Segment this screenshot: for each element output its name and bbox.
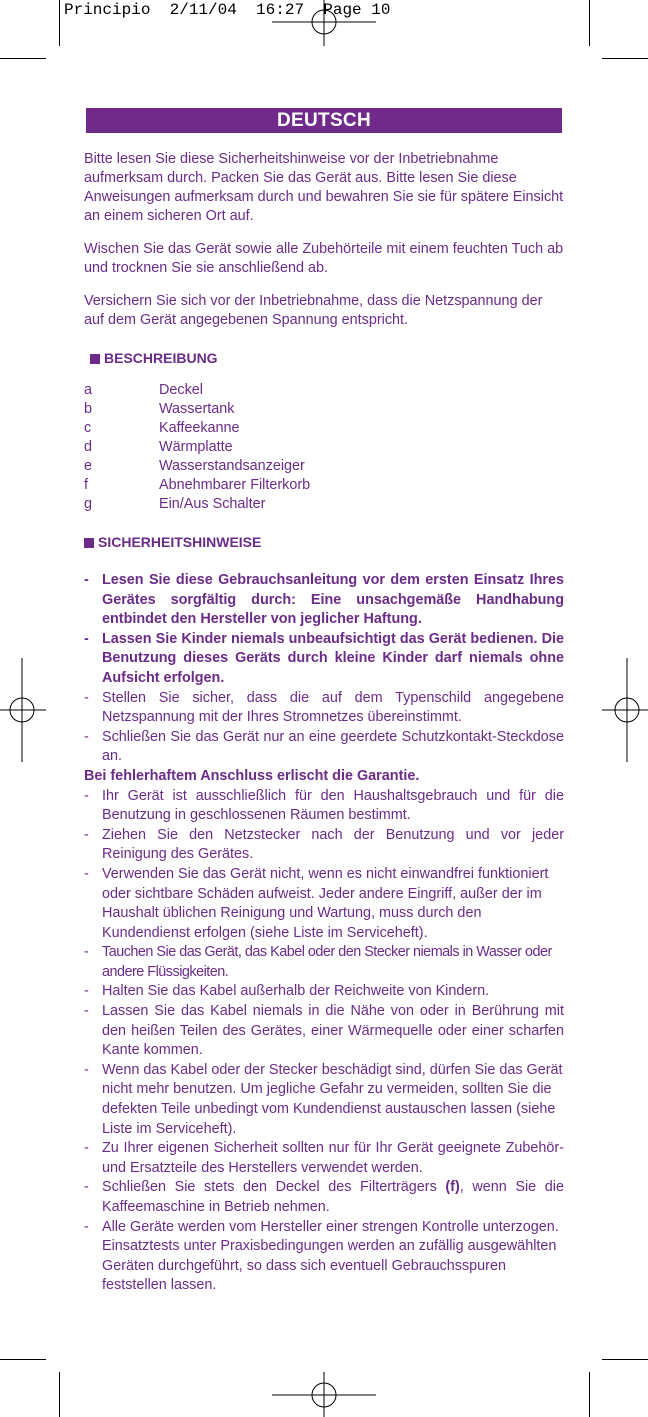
part-name: Deckel [159,382,203,398]
safety-text: Schließen Sie das Gerät nur an eine geerdete Schutzkontakt-Steckdose an. [102,728,564,765]
intro-paragraph: Bitte lesen Sie diese Sicherheitshinweise vor der Inbetriebnahme aufmerksam durch. Packen Sie das Gerät aus. Bitte lesen Sie diese Anweisungen aufmerksam durch und bewahren Sie sie für spätere Einsicht an einem sicheren Ort auf. [84,151,564,224]
part-letter: f [84,477,88,493]
registration-mark-bottom-icon [272,1372,376,1417]
registration-mark-left-icon [0,658,46,762]
bullet-square-icon [90,354,100,364]
part-letter: a [84,382,93,398]
parts-list [84,381,564,514]
language-title: DEUTSCH [277,110,371,131]
list-item: - Alle Geräte werden vom Hersteller einer strengen Kontrolle unterzogen. Einsatztests unter Praxisbedingungen werden an zufällig ausgewählten Geräten durchgeführt, so dass sich eventuell Gebrauchsspuren feststellen lassen. [84,1218,564,1296]
list-item [84,495,564,514]
list-item [84,476,564,495]
safety-text: Wenn das Kabel oder der Stecker beschädigt sind, dürfen Sie das Gerät nicht mehr benutzen. Um jegliche Gefahr zu vermeiden, sollten Sie die defekten Teile unbedingt vom Kundendienst austauschen lassen (siehe Liste im Serviceheft). [102,1061,563,1137]
crop-mark-bottom-right [589,1372,590,1417]
safety-text: Ziehen Sie den Netzstecker nach der Benutzung und vor jeder Reinigung des Gerätes. [102,826,564,863]
safety-text [102,1178,564,1217]
safety-text: Ihr Gerät ist ausschließlich für den Haushaltsgebrauch und für die Benutzung in geschlossenen Räumen bestimmt. [102,787,564,824]
crop-mark-bottom-left-h [0,1359,46,1360]
safety-text: Halten Sie das Kabel außerhalb der Reichweite von Kindern. [102,983,490,1000]
list-item: - Schließen Sie das Gerät nur an eine geerdete Schutzkontakt-Steckdose an. [84,728,564,767]
list-item: - Tauchen Sie das Gerät, das Kabel oder den Stecker niemals in Wasser oder andere Flüssigkeiten. [84,943,564,982]
crop-mark-bottom-left [59,1372,60,1417]
list-item [84,438,564,457]
crop-mark-top-right-h [602,58,648,59]
crop-mark-top-right [589,0,590,46]
safety-list [84,571,564,1296]
registration-mark-right-icon [602,658,648,762]
part-letter: d [84,439,93,455]
safety-text: Lesen Sie diese Gebrauchsanleitung vor dem ersten Einsatz Ihres Gerätes sorgfältig durch: Eine unsachgemäße Handhabung entbindet den Hersteller von jeglicher Haftung. [102,572,564,628]
list-item [84,400,564,419]
crop-mark-bottom-right-h [602,1359,648,1360]
crop-mark-top-left [59,0,60,46]
filter-ref: (f) [445,1179,460,1196]
safety-heading [84,533,564,552]
description-heading-text: BESCHREIBUNG [104,350,218,366]
list-item: - Lassen Sie das Kabel niemals in die Nähe von oder in Berührung mit den heißen Teilen des Gerätes, einer Wärmequelle oder einer scharfen Kante kommen. [84,1002,564,1061]
safety-text: Verwenden Sie das Gerät nicht, wenn es nicht einwandfrei funktioniert oder sichtbare Schäden aufweist. Jeder andere Eingriff, außer der im Haushalt üblichen Reinigung und Wartung, muss durch den Kundendienst erfolgen (siehe Liste im Serviceheft). [102,865,549,941]
list-item: - Wenn das Kabel oder der Stecker beschädigt sind, dürfen Sie das Gerät nicht mehr benutzen. Um jegliche Gefahr zu vermeiden, sollten Sie die defekten Teile unbedingt vom Kundendienst austauschen lassen (siehe Liste im Serviceheft). [84,1061,564,1139]
warranty-note: Bei fehlerhaftem Anschluss erlischt die Garantie. [84,767,420,784]
description-heading [84,349,564,368]
list-item [84,457,564,476]
print-slug: Principio 2/11/04 16:27 Page 10 [64,1,391,19]
list-item [84,381,564,400]
registration-mark-top-icon [272,0,376,46]
list-item: - Zu Ihrer eigenen Sicherheit sollten nur für Ihr Gerät geeignete Zubehör- und Ersatzteile des Herstellers verwendet werden. [84,1139,564,1178]
bullet-square-icon [84,538,94,548]
list-item: - Schließen Sie stets den Deckel des Filterträgers (f), wenn Sie die Kaffeemaschine in Betrieb nehmen. [84,1178,564,1217]
part-name: Wassertank [159,401,235,417]
part-letter: g [84,496,93,512]
safety-text: Tauchen Sie das Gerät, das Kabel oder den Stecker niemals in Wasser oder andere Flüssigkeiten. [102,944,552,980]
list-item: - Halten Sie das Kabel außerhalb der Reichweite von Kindern. [84,982,564,1002]
part-letter: e [84,458,93,474]
language-header [86,108,562,133]
part-name: Abnehmbarer Filterkorb [159,477,311,493]
filter-item-after: , wenn Sie die Kaffeemaschine in Betrieb nehmen. [102,1179,564,1215]
intro-paragraph: Wischen Sie das Gerät sowie alle Zubehörteile mit einem feuchten Tuch ab und trocknen Sie sie anschließend ab. [84,241,564,276]
safety-text: Lassen Sie das Kabel niemals in die Nähe von oder in Berührung mit den heißen Teilen des Gerätes, einer Wärmequelle oder einer scharfen Kante kommen. [102,1003,564,1059]
crop-mark-top-left-h [0,58,46,59]
part-letter: b [84,401,93,417]
part-letter: c [84,420,92,436]
page-content [84,150,564,1296]
part-name: Wasserstandsanzeiger [159,458,305,474]
safety-heading-text: SICHERHEITSHINWEISE [98,534,262,550]
list-item: - Stellen Sie sicher, dass die auf dem Typenschild angegebene Netzspannung mit der Ihres Stromnetzes übereinstimmt. [84,689,564,728]
part-name: Ein/Aus Schalter [159,496,266,512]
list-item: - Verwenden Sie das Gerät nicht, wenn es nicht einwandfrei funktioniert oder sichtbare Schäden aufweist. Jeder andere Eingriff, außer der im Haushalt üblichen Reinigung und Wartung, muss durch den Kundendienst erfolgen (siehe Liste im Serviceheft). [84,865,564,943]
list-item: - Ziehen Sie den Netzstecker nach der Benutzung und vor jeder Reinigung des Gerätes. [84,826,564,865]
safety-text: Alle Geräte werden vom Hersteller einer strengen Kontrolle unterzogen. Einsatztests unter Praxisbedingungen werden an zufällig ausgewählten Geräten durchgeführt, so dass sich eventuell Gebrauchsspuren feststellen lassen. [102,1218,559,1294]
list-item: - Ihr Gerät ist ausschließlich für den Haushaltsgebrauch und für die Benutzung in geschlossenen Räumen bestimmt. [84,787,564,826]
part-name: Wärmplatte [159,439,233,455]
part-name: Kaffeekanne [159,420,240,436]
list-item [84,419,564,438]
filter-item-before: Schließen Sie stets den Deckel des Filterträgers [102,1179,446,1196]
safety-text: Stellen Sie sicher, dass die auf dem Typenschild angegebene Netzspannung mit der Ihres Stromnetzes übereinstimmt. [102,689,564,726]
intro-paragraph: Versichern Sie sich vor der Inbetriebnahme, dass die Netzspannung der auf dem Gerät angegebenen Spannung entspricht. [84,293,543,328]
list-item: - Lassen Sie Kinder niemals unbeaufsichtigt das Gerät bedienen. Die Benutzung dieses Geräts durch kleine Kinder darf niemals ohne Aufsicht erfolgen. [84,630,564,689]
safety-text: Lassen Sie Kinder niemals unbeaufsichtigt das Gerät bedienen. Die Benutzung dieses Geräts durch kleine Kinder darf niemals ohne Aufsicht erfolgen. [102,630,564,686]
list-item: - Lesen Sie diese Gebrauchsanleitung vor dem ersten Einsatz Ihres Gerätes sorgfältig durch: Eine unsachgemäße Handhabung entbindet den Hersteller von jeglicher Haftung. [84,571,564,630]
safety-text: Zu Ihrer eigenen Sicherheit sollten nur für Ihr Gerät geeignete Zubehör- und Ersatzteile des Herstellers verwendet werden. [102,1140,564,1176]
